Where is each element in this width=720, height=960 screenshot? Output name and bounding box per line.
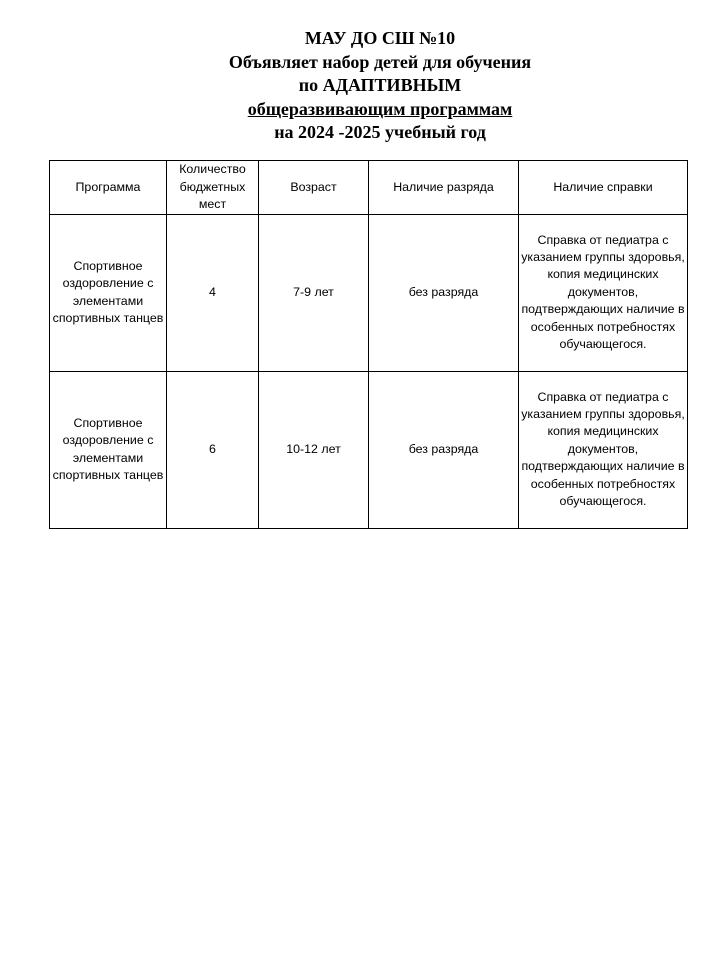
academic-year-line: на 2024 -2025 учебный год: [274, 122, 486, 142]
column-header-age: Возраст: [259, 161, 369, 215]
organization-name: МАУ ДО СШ №10: [304, 28, 456, 48]
rank-cell: без разряда: [369, 371, 519, 528]
program-cell: Спортивное оздоровление с элементами спортивных танцев: [50, 214, 167, 371]
age-cell: 10-12 лет: [259, 371, 369, 528]
table-row: [50, 371, 688, 528]
programs-table: [49, 160, 688, 529]
places-cell: 4: [167, 214, 259, 371]
table-row: [50, 214, 688, 371]
column-header-places: Количество бюджетных мест: [167, 161, 259, 215]
program-type-line: по АДАПТИВНЫМ: [298, 75, 462, 95]
certificate-cell: Справка от педиатра с указанием группы здоровья, копия медицинских документов, подтверждающих наличие в особенных потребностях обучающегося.: [519, 214, 688, 371]
column-header-rank: Наличие разряда: [369, 161, 519, 215]
announcement-heading: [0, 27, 720, 145]
announcement-line: Объявляет набор детей для обучения: [228, 51, 532, 72]
certificate-cell: Справка от педиатра с указанием группы здоровья, копия медицинских документов, подтверждающих наличие в особенных потребностях обучающегося.: [519, 371, 688, 528]
age-cell: 7-9 лет: [259, 214, 369, 371]
column-header-certificate: Наличие справки: [519, 161, 688, 215]
table-header-row: [50, 161, 688, 215]
program-cell: Спортивное оздоровление с элементами спортивных танцев: [50, 371, 167, 528]
column-header-program: Программа: [50, 161, 167, 215]
places-cell: 6: [167, 371, 259, 528]
program-kind-line: общеразвивающим программам: [247, 98, 513, 119]
rank-cell: без разряда: [369, 214, 519, 371]
